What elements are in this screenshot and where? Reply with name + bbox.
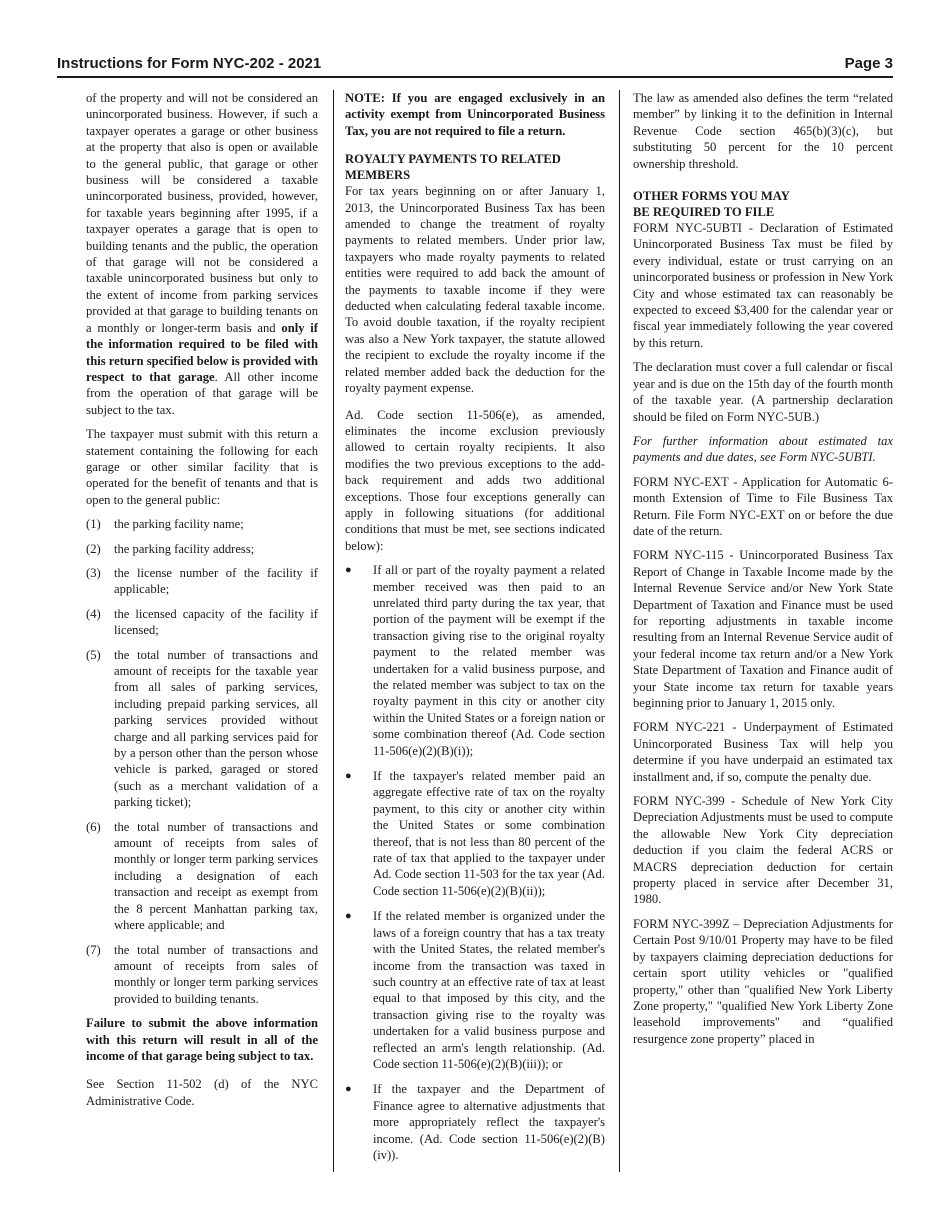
item-text: the total number of transactions and amount of receipts from sales of monthly or longer term parking services including a designation of each transaction and receipt as exempt from the 8 percent Manhattan parking tax, where applicable; and [114,819,318,933]
list-item [86,819,318,934]
paragraph-nyc-5ubti: FORM NYC-5UBTI - Declaration of Estimated Unincorporated Business Tax must be filed by every individual, estate or trust carrying on an unincorporated business or profession in New York City and whose estimated tax can reasonably be expected to exceed $3,400 for the calendar year or fiscal year immediately following the year covered by this return. [633,221,893,350]
bullet-item [345,768,605,899]
paragraph-nyc-399: FORM NYC-399 - Schedule of New York City Depreciation Adjustments must be used to compute the allowable New York City depreciation deduction if you claim the federal ACRS or MACRS depreciation deduction for certain property placed in service after December 31, 1980. [633,794,893,907]
paragraph-nyc-ext: FORM NYC-EXT - Application for Automatic 6-month Extension of Time to File Business Tax Return. File Form NYC-EXT on or before the due date of the return. [633,474,893,538]
item-number: (6) [86,819,101,834]
bold-text-run: Failure to submit the above information with this return will result in all of the income of that garage being subject to tax. [86,1016,318,1063]
section-heading: ROYALTY PAYMENTS TO RELATED MEMBERS [345,152,561,183]
bullet-item [345,908,605,1072]
list-item [86,565,318,598]
item-number: (3) [86,565,101,580]
section-heading-line-2: BE REQUIRED TO FILE [633,205,775,220]
bullet-item [345,1081,605,1163]
see-reference: See Section 11-502 (d) of the NYC Administrative Code. [86,1077,318,1108]
paragraph-further-info: For further information about estimated tax payments and due dates, see Form NYC-5UBTI. [633,433,893,465]
document-title: Instructions for Form NYC-202 - 2021 [57,55,322,72]
item-text: the parking facility address; [114,541,255,556]
bullet-icon: ● [345,770,352,783]
page-header [57,55,893,75]
item-text: the licensed capacity of the facility if licensed; [114,606,318,638]
header-rule [57,76,893,78]
section-heading-line-1: OTHER FORMS YOU MAY [633,189,790,204]
bullet-text: If the related member is organized under the laws of a foreign country that has a tax treaty with the United States, the related member's income from the transaction was taxed in such country at an effective rate of tax at least equal to that imposed by this city, and the transaction giving rise to the royalty was undertaken for a valid business purpose and reflected an arm's length relationship. (Ad. Code section 11-506(e)(2)(B)(iii)); or [373,909,605,1071]
paragraph-statement: The taxpayer must submit with this return a statement containing the following for each garage or other similar facility that is operated for the benefit of tenants and that is open to the general public: [86,427,318,507]
column-3 [633,90,893,1055]
item-text: the license number of the facility if applicable; [114,565,318,597]
column-divider-1 [333,90,334,1172]
paragraph-royalty-intro: For tax years beginning on or after January 1, 2013, the Unincorporated Business Tax has been amended to change the treatment of royalty payments to related members. Under prior law, taxpayers who made royalty payments to related entities were required to add back the amount of the payments to taxable income if they were deducted when calculating federal taxable income. To avoid double taxation, if the royalty recipient was also a New York taxpayer, the statute allowed the recipient to exclude the royalty income if the related member added back the deduction for the royalty payment expense. [345,184,605,396]
text-run: . All other income from the operation of that garage will be subject to the tax. [86,369,318,417]
text-run: of the property and will not be considered an unincorporated business. However, if such a taxpayer operates a garage or other business at the property that also is open or available to the general public, that garage or other business will be considered a taxable unincorporated business, provided, however, for taxable years beginning after 1995, if a taxpayer operates a garage that is open to building tenants and the public, the operation of that garage will not be considered a taxable unincorporated business but only to the extent of income from parking services provided at that garage to building tenants on a monthly or longer-term basis and [86,91,318,335]
list-item [86,942,318,1008]
bullet-icon: ● [345,1083,352,1096]
paragraph-nyc-115: FORM NYC-115 - Unincorporated Business Tax Report of Change in Taxable Income made by the Internal Revenue Service and/or New York State Department of Taxation and Finance must be used for reporting adjustments in taxable income resulting from an Internal Revenue Service audit of your federal income tax return and/or a New York State Department of Taxation and Finance audit of your State income tax return for taxable years beginning prior to January 1, 2015 only. [633,548,893,710]
item-number: (5) [86,647,101,662]
bullet-item [345,562,605,759]
paragraph-garage [86,90,318,418]
bullet-text: If the taxpayer's related member paid an aggregate effective rate of tax on the royalty payment, to this city or another city within the United States or some combination thereof, that is not less than 80 percent of the rate of tax that applied to the taxpayer under Ad. Code section 11-503 for the tax year (Ad. Code section 11-506(e)(2)(B)(ii)); [373,769,605,898]
note-paragraph [345,90,605,139]
paragraph-ad-code: Ad. Code section 11-506(e), as amended, eliminates the income exclusion previously allowed to certain royalty recipients. It also modifies the two previous exceptions to the add-back requirement and adds two additional exceptions. Those four exceptions generally can apply in following situations (for additional conditions that must be met, see sections indicated below): [345,407,605,553]
column-1 [86,90,318,1117]
bold-text-run: only if the information required to be filed with this return specified below is provided with respect to that garage [86,320,318,384]
failure-warning [86,1015,318,1064]
item-number: (7) [86,942,101,957]
bullet-icon: ● [345,564,352,577]
list-item [86,541,318,557]
bold-text-run: NOTE: If you are engaged exclusively in an activity exempt from Unincorporated Business Tax, you are not required to file a return. [345,91,605,138]
page-number: Page 3 [844,55,893,72]
item-number: (2) [86,541,101,556]
item-text: the total number of transactions and amount of receipts from sales of monthly or longer term parking services provided to building tenants. [114,942,318,1006]
item-text: the parking facility name; [114,517,244,532]
bullet-icon: ● [345,910,352,923]
item-number: (1) [86,517,101,532]
item-number: (4) [86,606,101,621]
paragraph-related-member: The law as amended also defines the term “related member” by linking it to the definition in Internal Revenue Code section 465(b)(3)(c), but substituting 50 percent for the 10 percent ownership threshold. [633,91,893,171]
paragraph-nyc-399z: FORM NYC-399Z – Depreciation Adjustments for Certain Post 9/10/01 Property may have to be filed by taxpayers claiming depreciation deductions for certain sport utility vehicles or "qualified property," other than "qualified New York Liberty Zone property," "qualified New York Liberty Zone leasehold improvements" and “qualified resurgence zone property” placed in [633,916,893,1046]
item-text: the total number of transactions and amount of receipts for the taxable year from all sales of parking services, including prepaid parking services, all parking services provided without charge and all parking services paid for by a person other than the person whose vehicle is parked, garaged or stored (such as a merchant validation of a parking ticket); [114,647,318,810]
column-divider-2 [619,90,620,1172]
column-2 [345,90,605,1172]
list-item [86,516,318,532]
list-item [86,606,318,639]
bullet-text: If all or part of the royalty payment a related member received was then paid to an unrelated third party during the tax year, that portion of the payment will be exempt if the transaction giving rise to the original royalty payment to the related member was undertaken for a valid business purpose, and the related member was subject to tax on the royalty payment in this city or another city within the United States or a foreign nation or some combination thereof (Ad. Code section 11-506(e)(2)(B)(i)); [373,563,605,758]
list-item [86,647,318,811]
paragraph-nyc-221: FORM NYC-221 - Underpayment of Estimated Unincorporated Business Tax will help you determine if you have underpaid an estimated tax installment and, if so, compute the penalty due. [633,720,893,784]
bullet-text: If the taxpayer and the Department of Finance agree to alternative adjustments that more appropriately reflect the taxpayer's income. (Ad. Code section 11-506(e)(2)(B)(iv)). [373,1082,605,1162]
paragraph-declaration: The declaration must cover a full calendar or fiscal year and is due on the 15th day of the fourth month of the taxable year. (A partnership declaration should be filed on Form NYC-5UB.) [633,360,893,424]
